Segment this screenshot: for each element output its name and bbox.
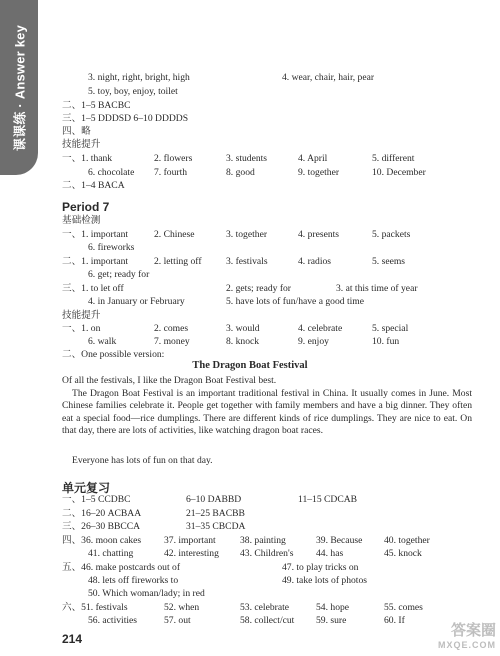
answer-item: 7. fourth (154, 167, 188, 178)
essay-paragraph: Everyone has lots of fun on that day. (72, 455, 213, 466)
answer-item: 47. to play tricks on (282, 562, 359, 573)
answer-item: 五、46. make postcards out of (62, 562, 181, 573)
watermark-text: 答案圈 (450, 622, 496, 639)
answer-item: 45. knock (384, 548, 422, 559)
answer-item: 一、1. on (62, 323, 101, 334)
answer-line: 二、One possible version: (62, 349, 165, 360)
answer-line: 四、略 (62, 126, 91, 137)
answer-item: 11–15 CDCAB (298, 494, 358, 505)
answer-item: 3. would (226, 323, 260, 334)
answer-line: 二、1–4 BACA (62, 180, 125, 191)
answer-item: 6. get; ready for (88, 269, 150, 280)
answer-item: 3. festivals (226, 256, 268, 267)
answer-item: 5. special (372, 323, 409, 334)
answer-item: 44. has (316, 548, 344, 559)
answer-item: 57. out (164, 615, 191, 626)
answer-item: 21–25 BACBB (186, 508, 245, 519)
answer-line: 3. night, right, bright, high (88, 72, 190, 83)
section-label: 技能提升 (62, 310, 101, 321)
answer-item: 42. interesting (164, 548, 219, 559)
answer-item: 6. chocolate (88, 167, 135, 178)
answer-item: 10. December (372, 167, 426, 178)
section-label: 基础检测 (62, 215, 101, 226)
answer-item: 40. together (384, 535, 430, 546)
period-title: Period 7 (62, 200, 110, 214)
answer-item: 8. knock (226, 336, 260, 347)
answer-line: 三、1–5 DDDSD 6–10 DDDDS (62, 113, 189, 124)
answer-item: 4. celebrate (298, 323, 343, 334)
answer-item: 7. money (154, 336, 190, 347)
sidebar-tab (0, 0, 38, 175)
answer-item: 三、1. to let off (62, 283, 124, 294)
answer-item: 55. comes (384, 602, 423, 613)
watermark-url: MXQE.COM (437, 640, 496, 650)
answer-item: 59. sure (316, 615, 347, 626)
answer-item: 48. lets off fireworks to (88, 575, 179, 586)
answer-item: 10. fun (372, 336, 400, 347)
answer-item: 四、36. moon cakes (62, 535, 142, 546)
answer-item: 4. in January or February (88, 296, 185, 307)
answer-item: 4. presents (298, 229, 340, 240)
answer-item: 3. at this time of year (336, 283, 418, 294)
essay-paragraph: Of all the festivals, I like the Dragon Boat Festival best. (62, 375, 277, 386)
answer-item: 5. seems (372, 256, 406, 267)
answer-item: 3. together (226, 229, 268, 240)
answer-item: 六、51. festivals (62, 602, 128, 613)
sidebar-label: 课课练 · Answer key (12, 24, 28, 152)
answer-item: 三、26–30 BBCCA (62, 521, 141, 532)
answer-item: 4. radios (298, 256, 332, 267)
answer-item: 6. fireworks (88, 242, 135, 253)
answer-item: 5. have lots of fun/have a good time (226, 296, 365, 307)
answer-item: 一、1. thank (62, 153, 113, 164)
answer-item: 52. when (164, 602, 200, 613)
answer-item: 2. Chinese (154, 229, 195, 240)
answer-item: 41. chatting (88, 548, 134, 559)
answer-item: 38. painting (240, 535, 286, 546)
review-title: 单元复习 (62, 481, 111, 495)
answer-item: 3. students (226, 153, 268, 164)
section-label: 技能提升 (62, 139, 101, 150)
answer-item: 一、1. important (62, 229, 129, 240)
answer-item: 2. flowers (154, 153, 193, 164)
answer-item: 43. Children's (240, 548, 294, 559)
answer-item: 49. take lots of photos (282, 575, 368, 586)
answer-item: 9. together (298, 167, 340, 178)
answer-item: 37. important (164, 535, 216, 546)
answer-item: 53. celebrate (240, 602, 290, 613)
answer-item: 二、16–20 ACBAA (62, 508, 142, 519)
answer-item: 6–10 DABBD (186, 494, 242, 505)
essay-paragraph: The Dragon Boat Festival is an important traditional festival in China. It usually comes in June. Most Chinese families celebrate it. People get together with family members and have a big dinner. They often eat a special food—rice dumplings. There are different kinds of rice dumplings. They are nice to eat. On that day, there are lots of activities, like watching dragon boat races. (62, 388, 472, 437)
answer-item: 5. packets (372, 229, 411, 240)
answer-item: 一、1–5 CCDBC (62, 494, 131, 505)
answer-line: 5. toy, boy, enjoy, toilet (88, 86, 178, 97)
essay-title: The Dragon Boat Festival (192, 360, 308, 371)
answer-item: 8. good (226, 167, 255, 178)
answer-item: 60. If (384, 615, 405, 626)
page-number: 214 (62, 632, 83, 646)
answer-item: 54. hope (316, 602, 350, 613)
answer-item: 56. activities (88, 615, 138, 626)
answer-item: 2. letting off (154, 256, 202, 267)
answer-line: 4. wear, chair, hair, pear (282, 72, 375, 83)
watermark (412, 624, 496, 652)
answer-item: 6. walk (88, 336, 117, 347)
answer-item: 4. April (298, 153, 328, 164)
answer-item: 二、1. important (62, 256, 129, 267)
answer-item: 9. enjoy (298, 336, 329, 347)
answer-item: 50. Which woman/lady; in red (88, 588, 205, 599)
answer-item: 58. collect/cut (240, 615, 295, 626)
answer-item: 5. different (372, 153, 415, 164)
answer-item: 2. gets; ready for (226, 283, 292, 294)
answer-item: 31–35 CBCDA (186, 521, 246, 532)
answer-item: 39. Because (316, 535, 363, 546)
answer-line: 二、1–5 BACBC (62, 100, 131, 111)
answer-item: 2. comes (154, 323, 189, 334)
